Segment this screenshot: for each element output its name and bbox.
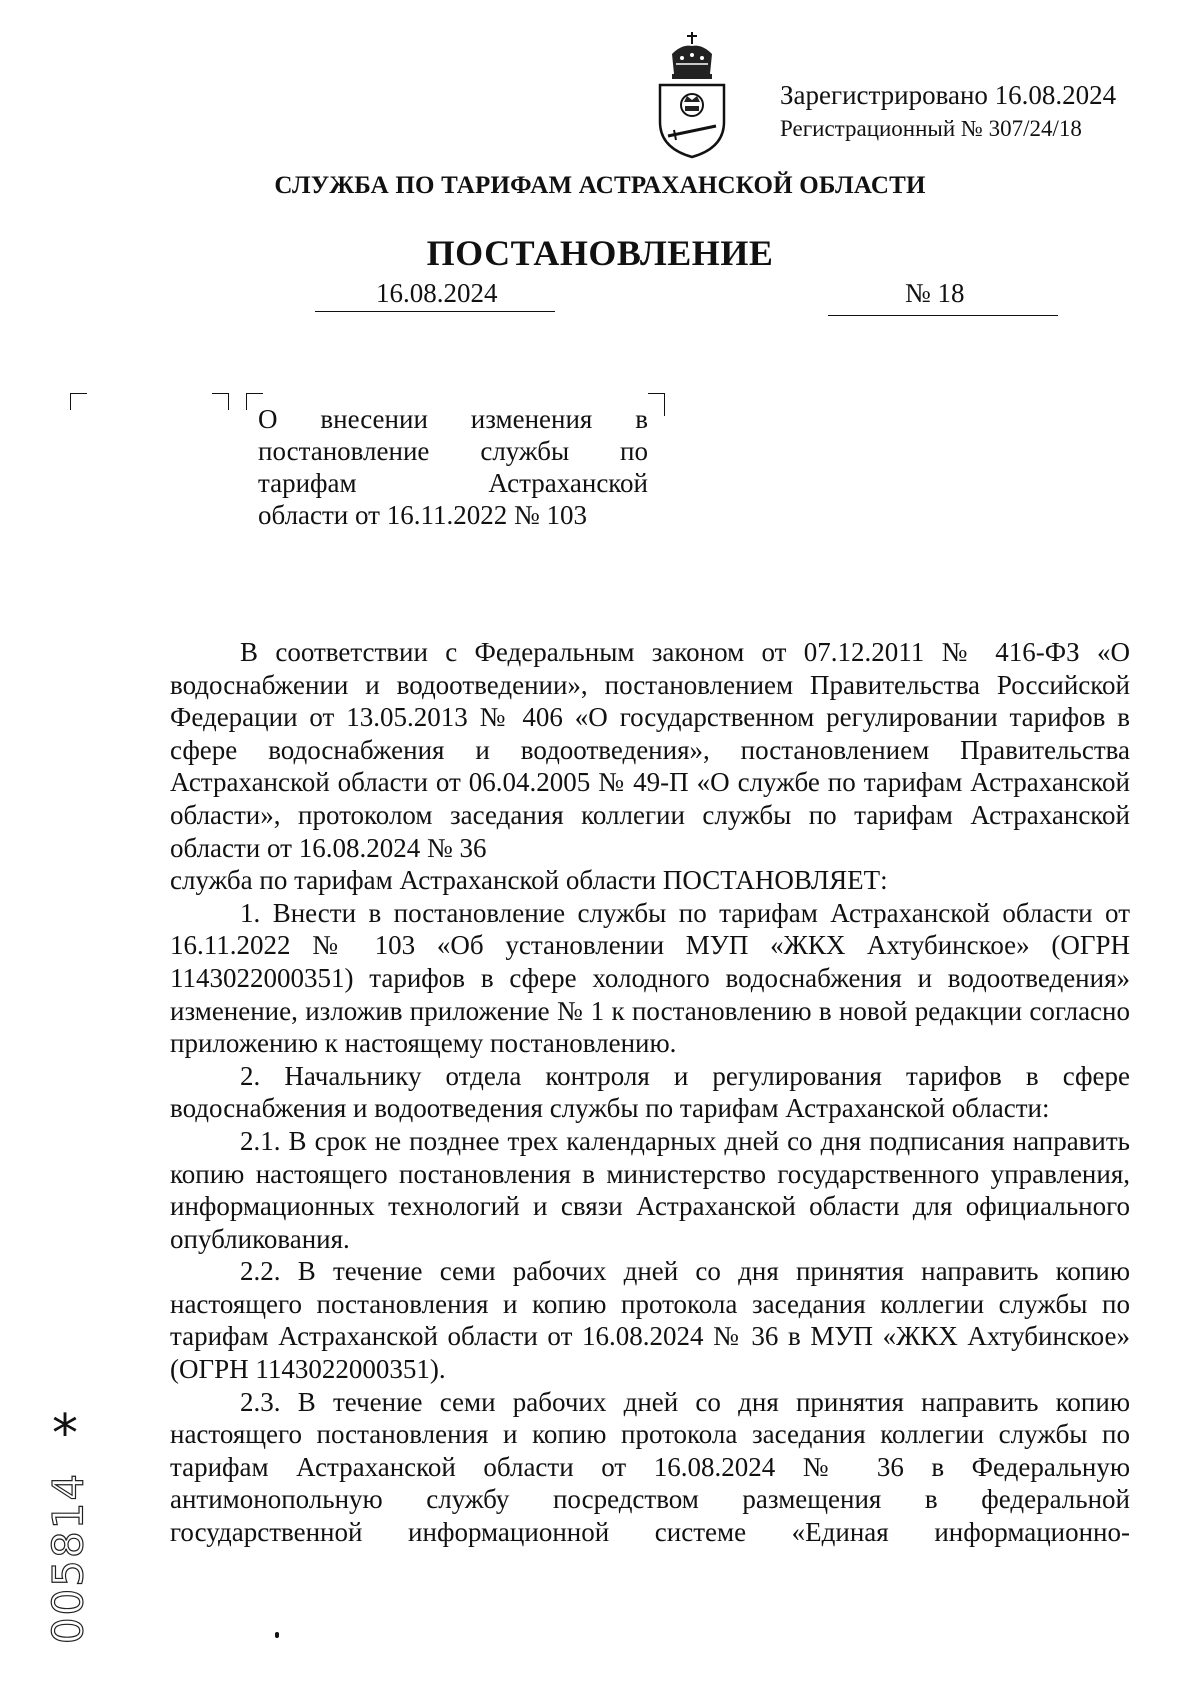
corner-mark-icon xyxy=(212,393,229,410)
document-date: 16.08.2024 xyxy=(376,278,498,308)
title-line: постановление службы по xyxy=(258,436,648,466)
coat-of-arms-icon xyxy=(652,30,732,160)
item-2-1-paragraph: 2.1. В срок не позднее трех календарных дней со дня подписания направить копию настоящего постановления в министерство государственного управления, информационных технологий и связи Астраханской области для официального опубликования. xyxy=(170,1125,1130,1254)
item-2-3-paragraph: 2.3. В течение семи рабочих дней со дня принятия направить копию настоящего постановления и копию протокола заседания коллегии службы по тарифам Астраханской области от 16.08.2024 № 36 в Федеральную антимонопольную службу посредством размещения в федеральной государственной информационной системе «Единая информационно- xyxy=(170,1386,1130,1548)
item-1-paragraph: 1. Внести в постановление службы по тарифам Астраханской области от 16.11.2022 № 103 «Об установлении МУП «ЖКХ Ахтубинское» (ОГРН 1143022000351) тарифов в сфере холодного водоснабжения и водоотведения» изменение, изложив приложение № 1 к постановлению в новой редакции согласно приложению к настоящему постановлению. xyxy=(170,897,1130,1059)
dot-mark xyxy=(275,1632,279,1638)
corner-mark-icon xyxy=(648,393,665,416)
registration-date: Зарегистрировано 16.08.2024 xyxy=(780,80,1117,110)
document-title xyxy=(258,403,648,531)
agency-name: СЛУЖБА ПО ТАРИФАМ АСТРАХАНСКОЙ ОБЛАСТИ xyxy=(274,172,926,199)
registration-number: Регистрационный № 307/24/18 xyxy=(780,116,1082,141)
item-2-paragraph: 2. Начальнику отдела контроля и регулирования тарифов в сфере водоснабжения и водоотведения службы по тарифам Астраханской области: xyxy=(170,1060,1130,1124)
title-line: области от 16.11.2022 № 103 xyxy=(258,500,587,530)
date-underline xyxy=(315,311,555,312)
asterisk-mark: * xyxy=(52,1404,78,1464)
resolves-line: служба по тарифам Астраханской области ПОСТАНОВЛЯЕТ: xyxy=(170,865,888,896)
document-number: № 18 xyxy=(905,278,965,308)
corner-mark-icon xyxy=(70,393,87,410)
item-2-2-paragraph: 2.2. В течение семи рабочих дней со дня принятия направить копию настоящего постановления и копию протокола заседания коллегии службы по тарифам Астраханской области от 16.08.2024 № 36 в МУП «ЖКХ Ахтубинское» (ОГРН 1143022000351). xyxy=(170,1256,1130,1385)
preamble-paragraph: В соответствии с Федеральным законом от 07.12.2011 № 416-ФЗ «О водоснабжении и водоотведении», постановлением Правительства Российской Федерации от 13.05.2013 № 406 «О государственном регулировании тарифов в сфере водоснабжения и водоотведения», постановлением Правительства Астраханской области от 06.04.2005 № 49-П «О службе по тарифам Астраханской области», протоколом заседания коллегии службы по тарифам Астраханской области от 16.08.2024 № 36 xyxy=(170,637,1130,863)
side-code: 005814 xyxy=(43,1471,93,1645)
title-line: О внесении изменения в xyxy=(258,404,648,434)
title-line: тарифам Астраханской xyxy=(258,468,648,498)
document-body xyxy=(170,636,1130,1549)
number-underline xyxy=(828,315,1058,316)
document-type: ПОСТАНОВЛЕНИЕ xyxy=(426,233,774,273)
